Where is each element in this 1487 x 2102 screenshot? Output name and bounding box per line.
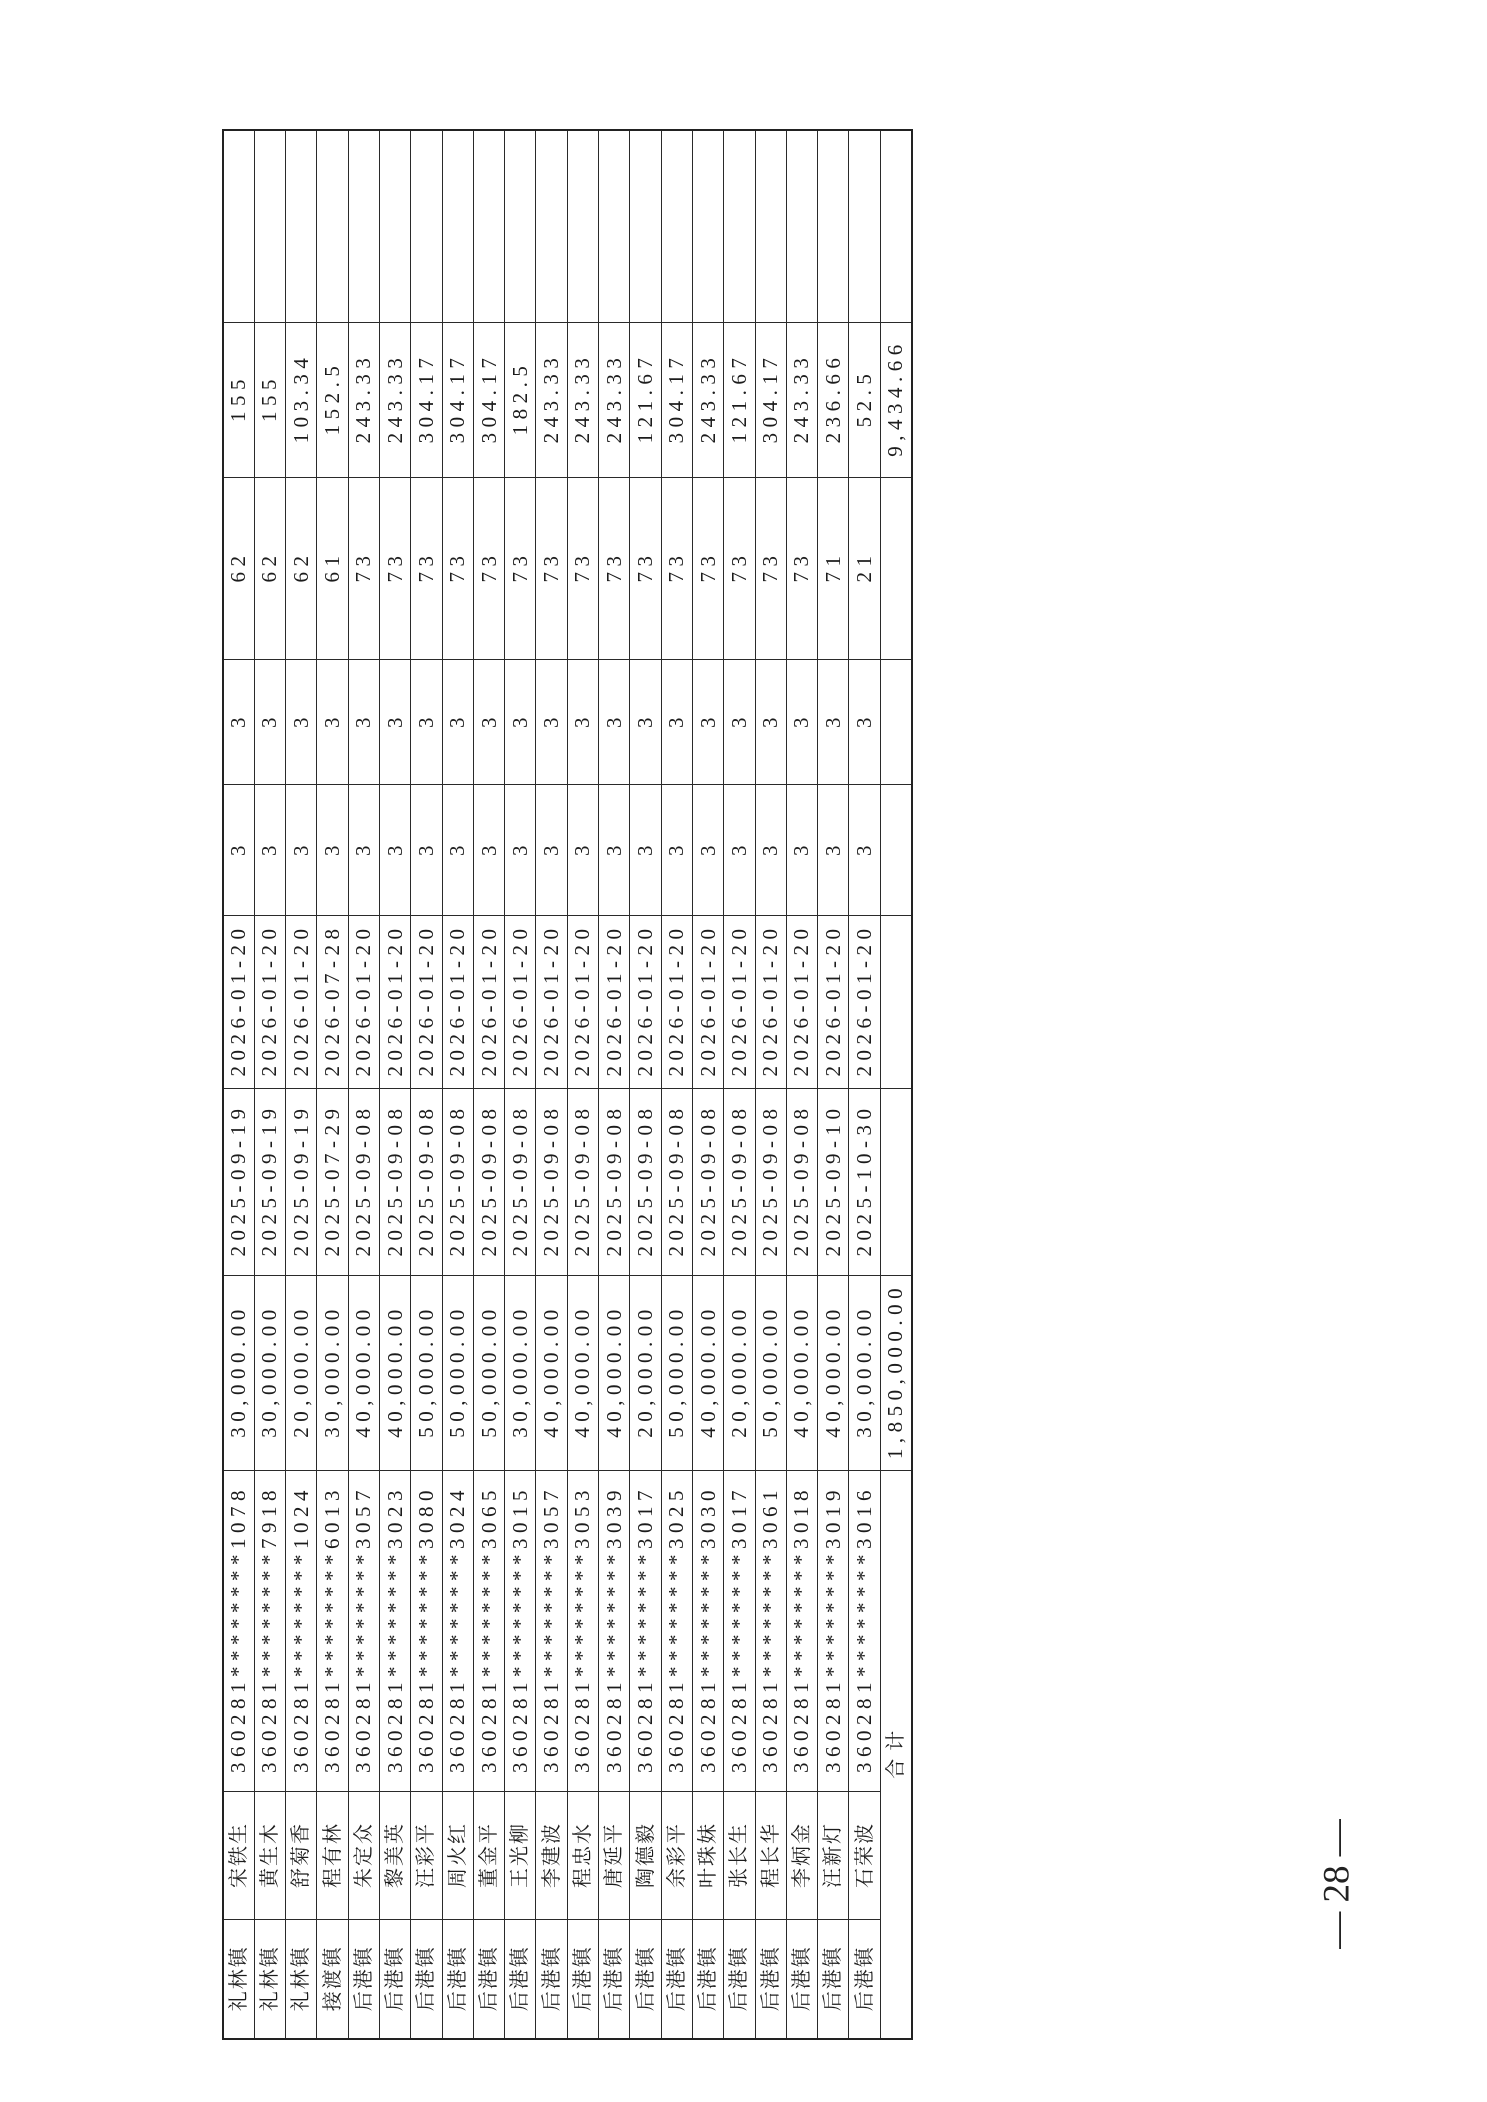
cell-start-date: 2025-09-08 — [411, 1089, 442, 1276]
table-row — [567, 130, 598, 2039]
cell-days: 73 — [567, 478, 598, 660]
cell-remarks — [755, 130, 786, 323]
cell-start-date: 2025-09-10 — [818, 1089, 849, 1276]
cell-name: 周火红 — [442, 1792, 473, 1920]
cell-value-a: 3 — [818, 785, 849, 916]
table-row — [599, 130, 630, 2039]
cell-id-number: 360281********3024 — [442, 1471, 473, 1792]
cell-remarks — [880, 130, 911, 323]
cell-id-number: 360281********6013 — [317, 1471, 348, 1792]
cell-days: 73 — [411, 478, 442, 660]
cell-town: 后港镇 — [536, 1920, 567, 2039]
table-row — [411, 130, 442, 2039]
cell-days: 73 — [630, 478, 661, 660]
cell-start-date: 2025-09-08 — [599, 1089, 630, 1276]
cell-value-a: 3 — [254, 785, 285, 916]
cell-remarks — [348, 130, 379, 323]
cell-town: 后港镇 — [786, 1920, 817, 2039]
cell-value-b: 3 — [223, 660, 254, 785]
cell-id-number: 360281********3025 — [661, 1471, 692, 1792]
cell-id-number: 360281********3017 — [630, 1471, 661, 1792]
table-row — [536, 130, 567, 2039]
cell-loan-amount: 50,000.00 — [661, 1276, 692, 1471]
cell-loan-amount: 50,000.00 — [473, 1276, 504, 1471]
cell-start-date: 2025-09-19 — [254, 1089, 285, 1276]
cell-value-b: 3 — [536, 660, 567, 785]
cell-value-b: 3 — [599, 660, 630, 785]
total-empty-cell — [880, 916, 911, 1089]
cell-loan-amount: 20,000.00 — [286, 1276, 317, 1471]
cell-end-date: 2026-01-20 — [692, 916, 723, 1089]
cell-town: 礼林镇 — [223, 1920, 254, 2039]
cell-days: 73 — [505, 478, 536, 660]
cell-end-date: 2026-01-20 — [379, 916, 410, 1089]
cell-value-a: 3 — [630, 785, 661, 916]
total-empty-cell — [880, 785, 911, 916]
table-row — [473, 130, 504, 2039]
cell-town: 后港镇 — [849, 1920, 880, 2039]
cell-value-a: 3 — [724, 785, 755, 916]
table-row — [348, 130, 379, 2039]
cell-subsidy: 243.33 — [536, 323, 567, 478]
cell-town: 后港镇 — [692, 1920, 723, 2039]
cell-town: 礼林镇 — [286, 1920, 317, 2039]
cell-subsidy: 304.17 — [411, 323, 442, 478]
cell-start-date: 2025-09-08 — [661, 1089, 692, 1276]
cell-days: 73 — [348, 478, 379, 660]
cell-end-date: 2026-01-20 — [348, 916, 379, 1089]
cell-name: 程忠水 — [567, 1792, 598, 1920]
cell-name: 李炳金 — [786, 1792, 817, 1920]
cell-value-a: 3 — [849, 785, 880, 916]
cell-town: 后港镇 — [348, 1920, 379, 2039]
cell-town: 后港镇 — [411, 1920, 442, 2039]
cell-value-b: 3 — [567, 660, 598, 785]
cell-remarks — [317, 130, 348, 323]
cell-start-date: 2025-09-08 — [379, 1089, 410, 1276]
cell-loan-amount: 50,000.00 — [411, 1276, 442, 1471]
cell-value-b: 3 — [317, 660, 348, 785]
cell-value-b: 3 — [724, 660, 755, 785]
cell-value-b: 3 — [473, 660, 504, 785]
cell-value-a: 3 — [379, 785, 410, 916]
cell-loan-amount: 30,000.00 — [254, 1276, 285, 1471]
cell-id-number: 360281********3065 — [473, 1471, 504, 1792]
cell-start-date: 2025-09-08 — [755, 1089, 786, 1276]
cell-subsidy: 243.33 — [379, 323, 410, 478]
cell-loan-amount: 40,000.00 — [379, 1276, 410, 1471]
cell-remarks — [536, 130, 567, 323]
total-empty-cell — [880, 660, 911, 785]
cell-subsidy: 304.17 — [473, 323, 504, 478]
cell-id-number: 360281********3039 — [599, 1471, 630, 1792]
cell-start-date: 2025-09-08 — [505, 1089, 536, 1276]
table-row — [630, 130, 661, 2039]
cell-loan-amount: 30,000.00 — [223, 1276, 254, 1471]
cell-subsidy: 304.17 — [661, 323, 692, 478]
cell-town: 后港镇 — [599, 1920, 630, 2039]
cell-value-b: 3 — [786, 660, 817, 785]
cell-value-a: 3 — [536, 785, 567, 916]
table-row — [755, 130, 786, 2039]
table-row — [786, 130, 817, 2039]
cell-start-date: 2025-10-30 — [849, 1089, 880, 1276]
cell-subsidy: 121.67 — [630, 323, 661, 478]
cell-id-number: 360281********3053 — [567, 1471, 598, 1792]
cell-start-date: 2025-09-08 — [536, 1089, 567, 1276]
cell-value-a: 3 — [442, 785, 473, 916]
cell-loan-amount: 20,000.00 — [724, 1276, 755, 1471]
cell-subsidy: 243.33 — [348, 323, 379, 478]
total-empty-cell — [880, 1089, 911, 1276]
cell-days: 73 — [661, 478, 692, 660]
cell-loan-amount: 40,000.00 — [818, 1276, 849, 1471]
cell-id-number: 360281********3061 — [755, 1471, 786, 1792]
cell-value-a: 3 — [692, 785, 723, 916]
cell-town: 接渡镇 — [317, 1920, 348, 2039]
cell-loan-amount: 40,000.00 — [599, 1276, 630, 1471]
cell-value-a: 3 — [223, 785, 254, 916]
cell-remarks — [692, 130, 723, 323]
cell-start-date: 2025-09-08 — [724, 1089, 755, 1276]
cell-start-date: 2025-09-08 — [630, 1089, 661, 1276]
cell-value-b: 3 — [442, 660, 473, 785]
page-number: — 28 — — [1316, 1819, 1358, 1949]
cell-remarks — [286, 130, 317, 323]
cell-id-number: 360281********3030 — [692, 1471, 723, 1792]
cell-end-date: 2026-01-20 — [536, 916, 567, 1089]
cell-end-date: 2026-07-28 — [317, 916, 348, 1089]
cell-name: 王光柳 — [505, 1792, 536, 1920]
table-row — [223, 130, 254, 2039]
cell-subsidy: 243.33 — [599, 323, 630, 478]
cell-loan-amount: 40,000.00 — [567, 1276, 598, 1471]
cell-end-date: 2026-01-20 — [223, 916, 254, 1089]
cell-remarks — [379, 130, 410, 323]
cell-remarks — [567, 130, 598, 323]
cell-name: 汪彩平 — [411, 1792, 442, 1920]
cell-id-number: 360281********3057 — [536, 1471, 567, 1792]
cell-end-date: 2026-01-20 — [755, 916, 786, 1089]
cell-value-a: 3 — [567, 785, 598, 916]
cell-remarks — [724, 130, 755, 323]
rotated-table-container — [222, 131, 911, 2040]
cell-subsidy: 243.33 — [692, 323, 723, 478]
cell-name: 李建波 — [536, 1792, 567, 1920]
cell-loan-amount: 40,000.00 — [786, 1276, 817, 1471]
cell-start-date: 2025-09-08 — [442, 1089, 473, 1276]
cell-days: 62 — [254, 478, 285, 660]
cell-subsidy: 182.5 — [505, 323, 536, 478]
table-row — [505, 130, 536, 2039]
cell-value-b: 3 — [379, 660, 410, 785]
cell-loan-amount: 40,000.00 — [348, 1276, 379, 1471]
cell-value-b: 3 — [692, 660, 723, 785]
cell-name: 舒菊香 — [286, 1792, 317, 1920]
cell-subsidy: 152.5 — [317, 323, 348, 478]
cell-id-number: 360281********3016 — [849, 1471, 880, 1792]
cell-town: 后港镇 — [505, 1920, 536, 2039]
cell-remarks — [411, 130, 442, 323]
cell-subsidy: 52.5 — [849, 323, 880, 478]
data-table — [222, 129, 913, 2040]
cell-days: 21 — [849, 478, 880, 660]
cell-town: 后港镇 — [661, 1920, 692, 2039]
cell-remarks — [661, 130, 692, 323]
cell-name: 石荣波 — [849, 1792, 880, 1920]
cell-town: 礼林镇 — [254, 1920, 285, 2039]
cell-town: 后港镇 — [630, 1920, 661, 2039]
cell-value-b: 3 — [411, 660, 442, 785]
cell-end-date: 2026-01-20 — [630, 916, 661, 1089]
cell-remarks — [630, 130, 661, 323]
table-row — [379, 130, 410, 2039]
cell-start-date: 2025-09-08 — [348, 1089, 379, 1276]
table-row — [692, 130, 723, 2039]
cell-end-date: 2026-01-20 — [567, 916, 598, 1089]
cell-town: 后港镇 — [567, 1920, 598, 2039]
cell-name: 叶珠妹 — [692, 1792, 723, 1920]
cell-loan-amount: 50,000.00 — [442, 1276, 473, 1471]
cell-days: 62 — [223, 478, 254, 660]
cell-value-a: 3 — [755, 785, 786, 916]
cell-id-number: 360281********3057 — [348, 1471, 379, 1792]
cell-remarks — [849, 130, 880, 323]
cell-end-date: 2026-01-20 — [661, 916, 692, 1089]
cell-value-b: 3 — [505, 660, 536, 785]
cell-start-date: 2025-09-08 — [786, 1089, 817, 1276]
cell-loan-amount: 30,000.00 — [317, 1276, 348, 1471]
cell-subsidy: 243.33 — [786, 323, 817, 478]
cell-days: 73 — [692, 478, 723, 660]
cell-days: 71 — [818, 478, 849, 660]
cell-name: 朱定众 — [348, 1792, 379, 1920]
cell-id-number: 360281********3023 — [379, 1471, 410, 1792]
cell-start-date: 2025-09-08 — [473, 1089, 504, 1276]
table-row — [818, 130, 849, 2039]
cell-id-number: 360281********3018 — [786, 1471, 817, 1792]
cell-end-date: 2026-01-20 — [786, 916, 817, 1089]
cell-end-date: 2026-01-20 — [849, 916, 880, 1089]
cell-value-a: 3 — [286, 785, 317, 916]
cell-days: 73 — [755, 478, 786, 660]
cell-days: 73 — [379, 478, 410, 660]
cell-subsidy: 121.67 — [724, 323, 755, 478]
cell-days: 61 — [317, 478, 348, 660]
cell-loan-amount: 30,000.00 — [849, 1276, 880, 1471]
cell-subsidy: 243.33 — [567, 323, 598, 478]
cell-days: 62 — [286, 478, 317, 660]
cell-value-a: 3 — [473, 785, 504, 916]
cell-start-date: 2025-07-29 — [317, 1089, 348, 1276]
total-label: 合计 — [880, 1471, 911, 2039]
cell-name: 程有林 — [317, 1792, 348, 1920]
cell-subsidy: 236.66 — [818, 323, 849, 478]
cell-remarks — [599, 130, 630, 323]
cell-subsidy: 304.17 — [755, 323, 786, 478]
cell-subsidy: 304.17 — [442, 323, 473, 478]
cell-name: 董金平 — [473, 1792, 504, 1920]
cell-id-number: 360281********7918 — [254, 1471, 285, 1792]
cell-value-b: 3 — [286, 660, 317, 785]
cell-end-date: 2026-01-20 — [286, 916, 317, 1089]
cell-end-date: 2026-01-20 — [724, 916, 755, 1089]
cell-name: 张长生 — [724, 1792, 755, 1920]
cell-name: 程长华 — [755, 1792, 786, 1920]
cell-id-number: 360281********3019 — [818, 1471, 849, 1792]
cell-start-date: 2025-09-08 — [692, 1089, 723, 1276]
cell-end-date: 2026-01-20 — [505, 916, 536, 1089]
cell-name: 黎美英 — [379, 1792, 410, 1920]
cell-start-date: 2025-09-19 — [223, 1089, 254, 1276]
cell-start-date: 2025-09-19 — [286, 1089, 317, 1276]
cell-subsidy: 103.34 — [286, 323, 317, 478]
cell-name: 陶德毅 — [630, 1792, 661, 1920]
cell-id-number: 360281********3080 — [411, 1471, 442, 1792]
cell-loan-amount: 20,000.00 — [630, 1276, 661, 1471]
cell-end-date: 2026-01-20 — [473, 916, 504, 1089]
total-loan-amount: 1,850,000.00 — [880, 1276, 911, 1471]
cell-subsidy: 155 — [254, 323, 285, 478]
total-subsidy: 9,434.66 — [880, 323, 911, 478]
cell-end-date: 2026-01-20 — [411, 916, 442, 1089]
cell-name: 宋铁生 — [223, 1792, 254, 1920]
cell-days: 73 — [473, 478, 504, 660]
cell-id-number: 360281********3015 — [505, 1471, 536, 1792]
cell-value-a: 3 — [599, 785, 630, 916]
cell-loan-amount: 40,000.00 — [692, 1276, 723, 1471]
table-row — [317, 130, 348, 2039]
cell-end-date: 2026-01-20 — [442, 916, 473, 1089]
cell-id-number: 360281********1024 — [286, 1471, 317, 1792]
cell-town: 后港镇 — [442, 1920, 473, 2039]
cell-value-a: 3 — [348, 785, 379, 916]
table-row — [286, 130, 317, 2039]
cell-remarks — [223, 130, 254, 323]
cell-name: 黄生木 — [254, 1792, 285, 1920]
cell-days: 73 — [724, 478, 755, 660]
cell-town: 后港镇 — [724, 1920, 755, 2039]
cell-value-b: 3 — [254, 660, 285, 785]
cell-remarks — [818, 130, 849, 323]
cell-remarks — [786, 130, 817, 323]
cell-days: 73 — [536, 478, 567, 660]
cell-name: 汪新灯 — [818, 1792, 849, 1920]
cell-value-a: 3 — [786, 785, 817, 916]
cell-id-number: 360281********1078 — [223, 1471, 254, 1792]
cell-days: 73 — [786, 478, 817, 660]
cell-end-date: 2026-01-20 — [254, 916, 285, 1089]
cell-loan-amount: 30,000.00 — [505, 1276, 536, 1471]
table-row — [661, 130, 692, 2039]
cell-loan-amount: 40,000.00 — [536, 1276, 567, 1471]
cell-value-b: 3 — [630, 660, 661, 785]
cell-value-b: 3 — [849, 660, 880, 785]
cell-remarks — [505, 130, 536, 323]
cell-value-a: 3 — [317, 785, 348, 916]
cell-subsidy: 155 — [223, 323, 254, 478]
cell-town: 后港镇 — [379, 1920, 410, 2039]
cell-remarks — [254, 130, 285, 323]
cell-id-number: 360281********3017 — [724, 1471, 755, 1792]
total-row — [880, 130, 911, 2039]
cell-town: 后港镇 — [818, 1920, 849, 2039]
cell-value-b: 3 — [818, 660, 849, 785]
total-empty-cell — [880, 478, 911, 660]
cell-value-b: 3 — [348, 660, 379, 785]
cell-end-date: 2026-01-20 — [818, 916, 849, 1089]
cell-days: 73 — [442, 478, 473, 660]
cell-remarks — [473, 130, 504, 323]
cell-town: 后港镇 — [755, 1920, 786, 2039]
cell-name: 唐延平 — [599, 1792, 630, 1920]
cell-remarks — [442, 130, 473, 323]
cell-value-b: 3 — [661, 660, 692, 785]
cell-town: 后港镇 — [473, 1920, 504, 2039]
cell-value-a: 3 — [661, 785, 692, 916]
cell-end-date: 2026-01-20 — [599, 916, 630, 1089]
table-row — [724, 130, 755, 2039]
cell-start-date: 2025-09-08 — [567, 1089, 598, 1276]
table-row — [442, 130, 473, 2039]
table-row — [849, 130, 880, 2039]
cell-value-a: 3 — [411, 785, 442, 916]
cell-value-b: 3 — [755, 660, 786, 785]
table-row — [254, 130, 285, 2039]
cell-days: 73 — [599, 478, 630, 660]
cell-value-a: 3 — [505, 785, 536, 916]
cell-loan-amount: 50,000.00 — [755, 1276, 786, 1471]
cell-name: 余彩平 — [661, 1792, 692, 1920]
